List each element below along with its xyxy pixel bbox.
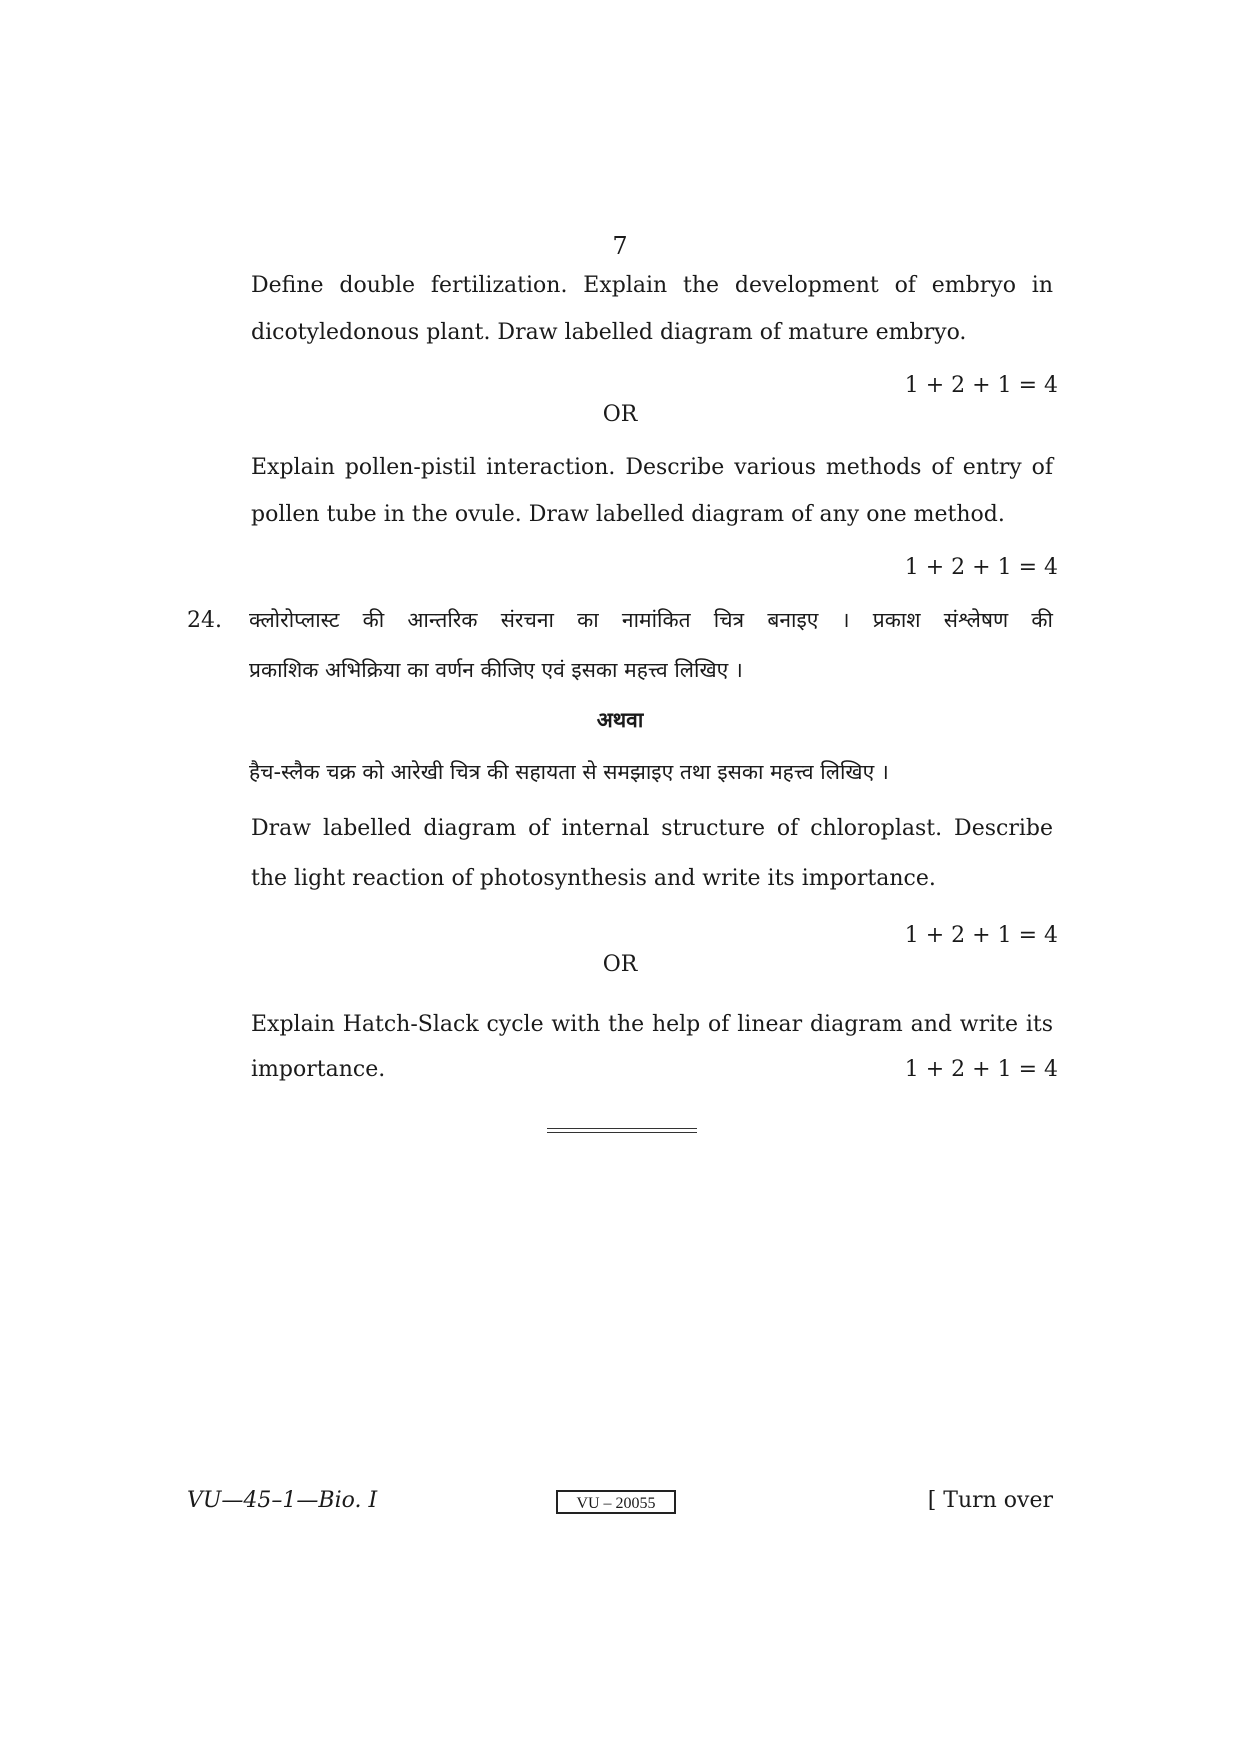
q23-text-line-1: Define double fertilization. Explain the development of embryo in	[251, 273, 1053, 298]
q24-alt-line-2: importance.	[251, 1057, 386, 1082]
footer-box-code: VU – 20055	[556, 1490, 676, 1514]
end-of-paper-rule	[547, 1128, 697, 1133]
q23-alt-text-line-1: Explain pollen-pistil interaction. Describe various methods of entry of	[251, 455, 1053, 480]
footer-paper-code: VU—45–1—Bio. I	[187, 1488, 378, 1513]
q24-hindi-line-2: प्रकाशिक अभिक्रिया का वर्णन कीजिए एवं इसका महत्त्व लिखिए ।	[249, 658, 743, 682]
q24-english-marks: 1 + 2 + 1 = 4	[904, 923, 1058, 948]
q23-alt-text-line-2: pollen tube in the ovule. Draw labelled diagram of any one method.	[251, 502, 1005, 527]
q23-text-line-2: dicotyledonous plant. Draw labelled diagram of mature embryo.	[251, 320, 967, 345]
q23-marks: 1 + 2 + 1 = 4	[904, 373, 1058, 398]
q24-english-line-2: the light reaction of photosynthesis and write its importance.	[251, 866, 936, 891]
q24-hindi-alt-line: हैच-स्लैक चक्र को आरेखी चित्र की सहायता से समझाइए तथा इसका महत्त्व लिखिए ।	[249, 760, 889, 784]
page-number: 7	[612, 232, 628, 260]
q23-alt-marks: 1 + 2 + 1 = 4	[904, 555, 1058, 580]
q24-english-line-1: Draw labelled diagram of internal structure of chloroplast. Describe	[251, 816, 1053, 841]
q24-number: 24.	[187, 608, 222, 633]
q24-hindi-line-1: क्लोरोप्लास्ट की आन्तरिक संरचना का नामांकित चित्र बनाइए । प्रकाश संश्लेषण की	[249, 608, 1053, 632]
q23-or-label: OR	[602, 402, 638, 427]
q24-alt-line-1: Explain Hatch-Slack cycle with the help of linear diagram and write its	[251, 1012, 1053, 1037]
q24-hindi-or-label: अथवा	[596, 708, 644, 732]
q24-alt-marks: 1 + 2 + 1 = 4	[904, 1057, 1058, 1082]
footer-turn-over: [ Turn over	[927, 1488, 1053, 1513]
q24-or-label: OR	[602, 952, 638, 977]
